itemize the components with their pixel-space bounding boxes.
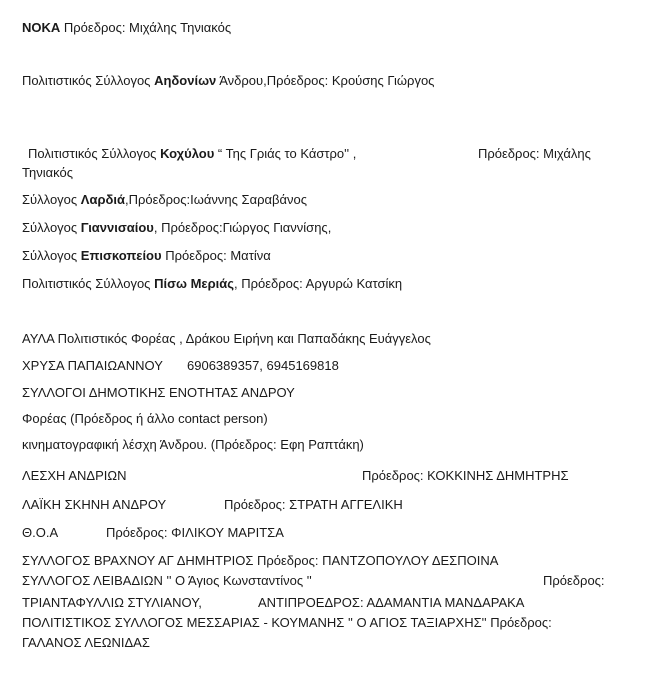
line-leivadion: ΣΥΛΛΟΓΟΣ ΛΕΙΒΑΔΙΩΝ '' Ο Άγιος Κωνσταντίνος '' <box>22 573 312 588</box>
org-name: Επισκοπείου <box>80 248 162 263</box>
org-name: Γιαννισαίου <box>80 220 154 235</box>
vice-president-label: ΑΝΤΙΠΡΟΕΔΡΟΣ: ΑΔΑΜΑΝΤΙΑ ΜΑΝΔΑΡΑΚΑ <box>258 595 525 610</box>
org-name: Λαρδιά <box>80 192 125 207</box>
line-text: Πρόεδρος: Ματίνα <box>161 248 271 263</box>
line-chrysa: ΧΡΥΣΑ ΠΑΠΑΙΩΑΝΝΟΥ <box>22 358 163 373</box>
line-episkopeiou <box>22 248 271 264</box>
line-laiki: ΛΑΪΚΗ ΣΚΗΝΗ ΑΝΔΡΟΥ <box>22 497 167 512</box>
line-text: , Πρόεδρος:Γιώργος Γιαννίσης, <box>153 220 332 235</box>
org-name: ΝΟΚΑ <box>22 20 61 35</box>
line-text: Πολιτιστικός Σύλλογος <box>22 276 155 291</box>
org-name: Πίσω Μεριάς <box>154 276 234 291</box>
line-text: Σύλλογος <box>22 192 81 207</box>
org-name: Κοχύλου <box>160 146 215 161</box>
line-lesxi: ΛΕΣΧΗ ΑΝΔΡΙΩΝ <box>22 468 127 483</box>
line-thoa: Θ.Ο.Α <box>22 525 59 540</box>
line-text: ,Πρόεδρος:Ιωάννης Σαραβάνος <box>125 192 307 207</box>
line-text: Σύλλογος <box>22 248 81 263</box>
line-lardia <box>22 192 307 208</box>
org-name: Αηδονίων <box>154 73 217 88</box>
president-label: Πρόεδρος: Μιχάλης <box>478 146 591 161</box>
president-label: Πρόεδρος: <box>543 573 605 588</box>
line-text: , Πρόεδρος: Αργυρώ Κατσίκη <box>233 276 403 291</box>
line-avla: ΑΥΛΑ Πολιτιστικός Φορέας , Δράκου Ειρήνη και Παπαδάκης Ευάγγελος <box>22 331 431 346</box>
line-aidonion <box>22 73 434 89</box>
line-noka <box>22 20 231 36</box>
line-kochylou <box>28 146 356 162</box>
line-text: Άνδρου,Πρόεδρος: Κρούσης Γιώργος <box>216 73 435 88</box>
line-continuation: Τηνιακός <box>22 165 73 180</box>
line-messarias: ΠΟΛΙΤΙΣΤΙΚΟΣ ΣΥΛΛΟΓΟΣ ΜΕΣΣΑΡΙΑΣ - ΚΟΥΜΑΝΗΣ '' Ο ΑΓΙΟΣ ΤΑΞΙΑΡΧΗΣ'' Πρόεδρος: <box>22 615 552 630</box>
line-galanos: ΓΑΛΑΝΟΣ ΛΕΩΝΙΔΑΣ <box>22 635 150 650</box>
line-text: Σύλλογος <box>22 220 81 235</box>
president-label: Πρόεδρος: ΚΟΚΚΙΝΗΣ ΔΗΜΗΤΡΗΣ <box>362 468 569 483</box>
line-text: Πολιτιστικός Σύλλογος <box>28 146 161 161</box>
line-piso-merias <box>22 276 402 292</box>
line-text: “ Της Γριάς το Κάστρο'' , <box>214 146 357 161</box>
line-text: Πολιτιστικός Σύλλογος <box>22 73 155 88</box>
line-foreas: Φορέας (Πρόεδρος ή άλλο contact person) <box>22 411 268 426</box>
line-giannisaiou <box>22 220 331 236</box>
president-label: Πρόεδρος: ΦΙΛΙΚΟΥ ΜΑΡΙΤΣΑ <box>106 525 284 540</box>
president-label: Πρόεδρος: ΣΤΡΑΤΗ ΑΓΓΕΛΙΚΗ <box>224 497 403 512</box>
line-vrachnou: ΣΥΛΛΟΓΟΣ ΒΡΑΧΝΟΥ ΑΓ ΔΗΜΗΤΡΙΟΣ Πρόεδρος: ΠΑΝΤΖΟΠΟΥΛΟΥ ΔΕΣΠΟΙΝΑ <box>22 553 499 568</box>
line-text: Πρόεδρος: Μιχάλης Τηνιακός <box>60 20 232 35</box>
line-heading: ΣΥΛΛΟΓΟΙ ΔΗΜΟΤΙΚΗΣ ΕΝΟΤΗΤΑΣ ΑΝΔΡΟΥ <box>22 385 295 400</box>
line-film-club: κινηματογραφική λέσχη Άνδρου. (Πρόεδρος: Εφη Ραπτάκη) <box>22 437 364 452</box>
phone-numbers: 6906389357, 6945169818 <box>187 358 339 373</box>
line-triantafyllio: ΤΡΙΑΝΤΑΦΥΛΛΙΩ ΣΤΥΛΙΑΝΟΥ, <box>22 595 202 610</box>
